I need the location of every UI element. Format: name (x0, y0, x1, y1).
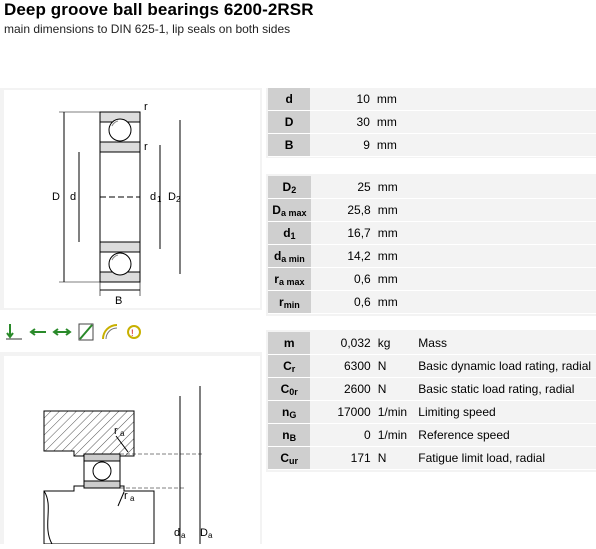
table-row: $d_1$ 16,7 mm (268, 222, 596, 245)
page-subtitle: main dimensions to DIN 625-1, lip seals on both sides (4, 22, 291, 36)
table-row: $r_{a max}$ 0,6 mm (268, 268, 596, 291)
table-row: $r_{min}$ 0,6 mm (268, 291, 596, 314)
label-ra-bottom: r (124, 490, 128, 502)
main-dimensions-table (268, 88, 596, 157)
bearing-drawing-panel (4, 90, 260, 308)
label-D2-sub: 2 (176, 195, 181, 204)
label-d1-sub: 1 (157, 195, 162, 204)
table-row: B 9 mm (268, 134, 596, 157)
speed-icon (100, 322, 120, 342)
feature-icons (4, 322, 144, 342)
table-row: $C_{ur}$ 171 N Fatigue limit load, radial (268, 447, 596, 470)
label-ra-top-sub: a (120, 429, 125, 438)
label-r-top: r (144, 101, 148, 113)
table-row: $D_2$ 25 mm (268, 176, 596, 199)
label-d1: d (150, 191, 157, 203)
label-D: D (52, 191, 60, 203)
temperature-icon (124, 322, 144, 342)
label-da: d (174, 527, 181, 539)
table-row: $n_B$ 0 1/min Reference speed (268, 424, 596, 447)
label-ra-top: r (114, 425, 118, 437)
properties-table (268, 332, 596, 470)
table-row: $d_{a min}$ 14,2 mm (268, 245, 596, 268)
svg-text:!: ! (131, 328, 134, 338)
mounting-drawing-panel (4, 356, 260, 544)
axial-load-icon (28, 322, 48, 342)
mounting-cross-section (4, 356, 260, 544)
label-B: B (115, 295, 123, 307)
label-Da: D (200, 527, 208, 539)
radial-load-icon (4, 322, 24, 342)
table-row: $C_r$ 6300 N Basic dynamic load rating, radial (268, 355, 596, 378)
bearing-cross-section (4, 90, 260, 308)
bidirectional-axial-icon (52, 322, 72, 342)
page-title: Deep groove ball bearings 6200-2RSR (4, 0, 314, 19)
table-row: $C_{0r}$ 2600 N Basic static load rating, radial (268, 378, 596, 401)
mounting-dimensions-table (268, 176, 596, 314)
table-row: D 30 mm (268, 111, 596, 134)
table-row: $n_G$ 17000 1/min Limiting speed (268, 401, 596, 424)
table-row: d 10 mm (268, 88, 596, 111)
label-Da-sub: a (208, 531, 213, 540)
table-row: $D_{a max}$ 25,8 mm (268, 199, 596, 222)
label-D2: D (168, 191, 176, 203)
label-r-mid: r (144, 141, 148, 153)
label-da-sub: a (181, 531, 186, 540)
label-d: d (70, 191, 77, 203)
table-row: m 0,032 kg Mass (268, 332, 596, 355)
alignment-icon (76, 322, 96, 342)
label-ra-bottom-sub: a (130, 494, 135, 503)
